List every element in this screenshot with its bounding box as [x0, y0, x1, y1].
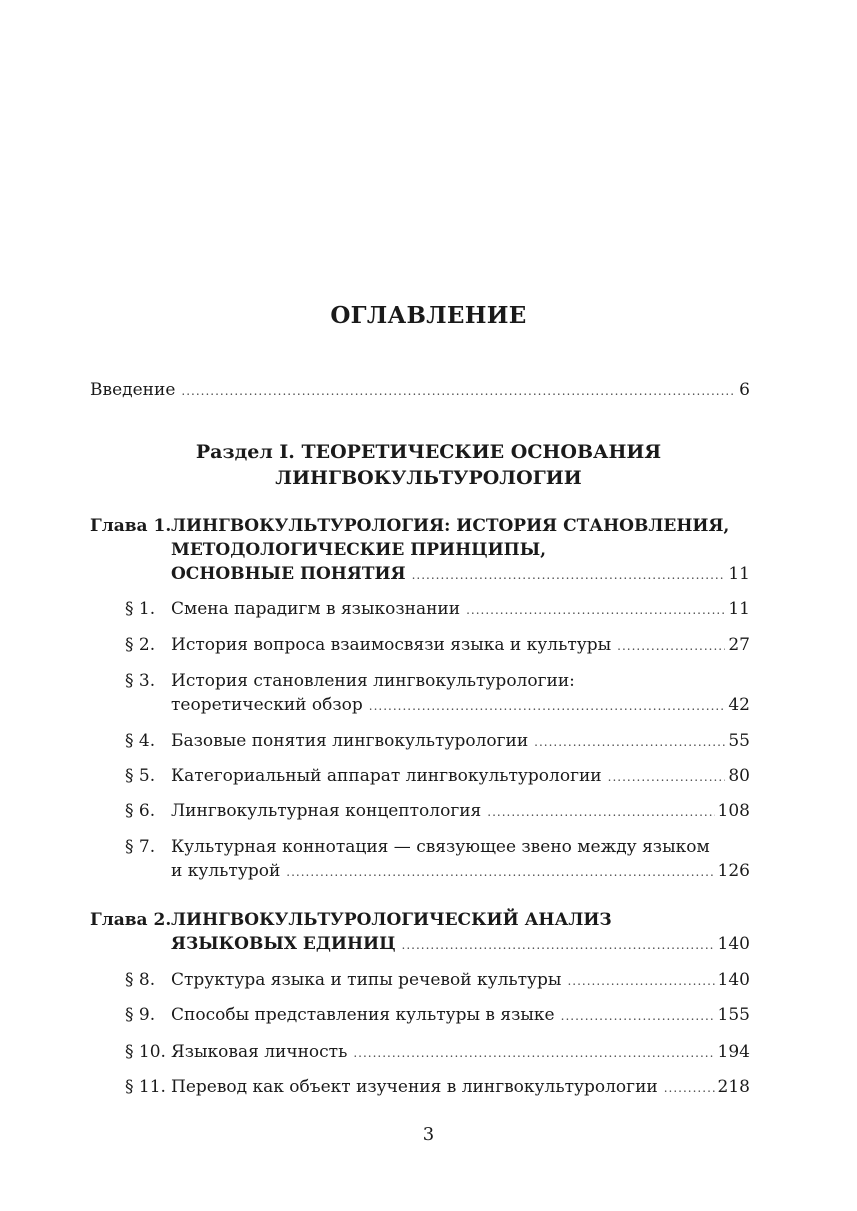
dot-leader: [286, 860, 714, 884]
toc-entry-label: Категориальный аппарат лингвокультурологии: [171, 766, 602, 786]
chapter-1-title-line2: МЕТОДОЛОГИЧЕСКИЕ ПРИНЦИПЫ,: [171, 540, 547, 560]
dot-leader: [617, 634, 725, 658]
dot-leader: [402, 933, 715, 957]
chapter-2-title-line1: ЛИНГВОКУЛЬТУРОЛОГИЧЕСКИЙ АНАЛИЗ: [171, 910, 612, 930]
toc-page-number: 126: [717, 861, 750, 881]
toc-entry-label: Введение: [90, 380, 176, 400]
dot-leader: [353, 1041, 714, 1065]
toc-entry-label: Структура языка и типы речевой культуры: [171, 970, 562, 990]
toc-entry-label: Языковая личность: [171, 1042, 348, 1062]
paragraph-number: § 1.: [125, 599, 156, 619]
paragraph-number: § 9.: [125, 1005, 156, 1025]
toc-entry-paragraph-7[interactable]: [171, 859, 750, 884]
toc-entry-chapter-1[interactable]: [171, 562, 750, 587]
paragraph-number: § 4.: [125, 731, 156, 751]
dot-leader: [466, 598, 725, 622]
toc-entry-label: Перевод как объект изучения в лингвокультурологии: [171, 1077, 658, 1097]
toc-entry-paragraph-11[interactable]: [171, 1075, 750, 1100]
dot-leader: [487, 800, 714, 824]
dot-leader: [369, 694, 726, 718]
toc-entry-paragraph-1[interactable]: [171, 597, 750, 622]
paragraph-number: § 3.: [125, 671, 156, 691]
toc-entry-paragraph-2[interactable]: [171, 633, 750, 658]
chapter-1-title-line1: ЛИНГВОКУЛЬТУРОЛОГИЯ: ИСТОРИЯ СТАНОВЛЕНИЯ,: [171, 516, 730, 536]
toc-entry-paragraph-9[interactable]: [171, 1003, 750, 1028]
page-title: ОГЛАВЛЕНИЕ: [330, 302, 527, 329]
toc-page-number: 108: [717, 801, 750, 821]
paragraph-number: § 5.: [125, 766, 156, 786]
dot-leader: [181, 379, 736, 403]
paragraph-number: § 8.: [125, 970, 156, 990]
toc-page-number: 140: [717, 970, 750, 990]
toc-entry-label: Базовые понятия лингвокультурологии: [171, 731, 529, 751]
toc-entry-paragraph-3[interactable]: [171, 693, 750, 718]
toc-entry-paragraph-10[interactable]: [171, 1040, 750, 1065]
paragraph-number: § 10.: [125, 1042, 166, 1062]
paragraph-number: § 6.: [125, 801, 156, 821]
toc-entry-label-line1: История становления лингвокультурологии:: [171, 671, 575, 691]
dot-leader: [561, 1004, 715, 1028]
toc-entry-chapter-2[interactable]: [171, 932, 750, 957]
dot-leader: [664, 1076, 715, 1100]
toc-entry-label: теоретический обзор: [171, 695, 363, 715]
toc-page-number: 194: [717, 1042, 750, 1062]
paragraph-number: § 11.: [125, 1077, 166, 1097]
toc-page-number: 6: [739, 380, 750, 400]
chapter-1-label: Глава 1.: [90, 516, 172, 536]
section-heading-line1: Раздел I. ТЕОРЕТИЧЕСКИЕ ОСНОВАНИЯ: [195, 441, 662, 463]
paragraph-number: § 7.: [125, 837, 156, 857]
toc-entry-label: История вопроса взаимосвязи языка и культуры: [171, 635, 612, 655]
chapter-2-label: Глава 2.: [90, 910, 172, 930]
dot-leader: [608, 765, 726, 789]
dot-leader: [412, 563, 726, 587]
toc-entry-label: Лингвокультурная концептология: [171, 801, 482, 821]
toc-page-number: 55: [728, 731, 750, 751]
chapter-2-title-line2: ЯЗЫКОВЫХ ЕДИНИЦ: [171, 934, 396, 954]
toc-page-number: 27: [728, 635, 750, 655]
toc-entry-label-line1: Культурная коннотация — связующее звено между языком: [171, 837, 710, 857]
toc-entry-label: Способы представления культуры в языке: [171, 1005, 555, 1025]
toc-page-number: 218: [717, 1077, 750, 1097]
paragraph-number: § 2.: [125, 635, 156, 655]
toc-entry-paragraph-4[interactable]: [171, 729, 750, 754]
toc-entry-label: и культурой: [171, 861, 281, 881]
toc-page-number: 42: [728, 695, 750, 715]
toc-page-number: 11: [728, 564, 750, 584]
toc-entry-paragraph-5[interactable]: [171, 764, 750, 789]
toc-page-number: 155: [717, 1005, 750, 1025]
toc-page-number: 80: [728, 766, 750, 786]
chapter-1-title-line3: ОСНОВНЫЕ ПОНЯТИЯ: [171, 564, 406, 584]
page-number-footer: 3: [422, 1124, 435, 1145]
toc-entry-paragraph-8[interactable]: [171, 968, 750, 993]
toc-page-number: 140: [717, 934, 750, 954]
section-heading-line2: ЛИНГВОКУЛЬТУРОЛОГИИ: [275, 467, 582, 489]
toc-entry-label: Смена парадигм в языкознании: [171, 599, 461, 619]
toc-entry-paragraph-6[interactable]: [171, 799, 750, 824]
dot-leader: [534, 730, 725, 754]
dot-leader: [567, 969, 714, 993]
toc-entry-intro[interactable]: [90, 378, 750, 403]
toc-page-number: 11: [728, 599, 750, 619]
